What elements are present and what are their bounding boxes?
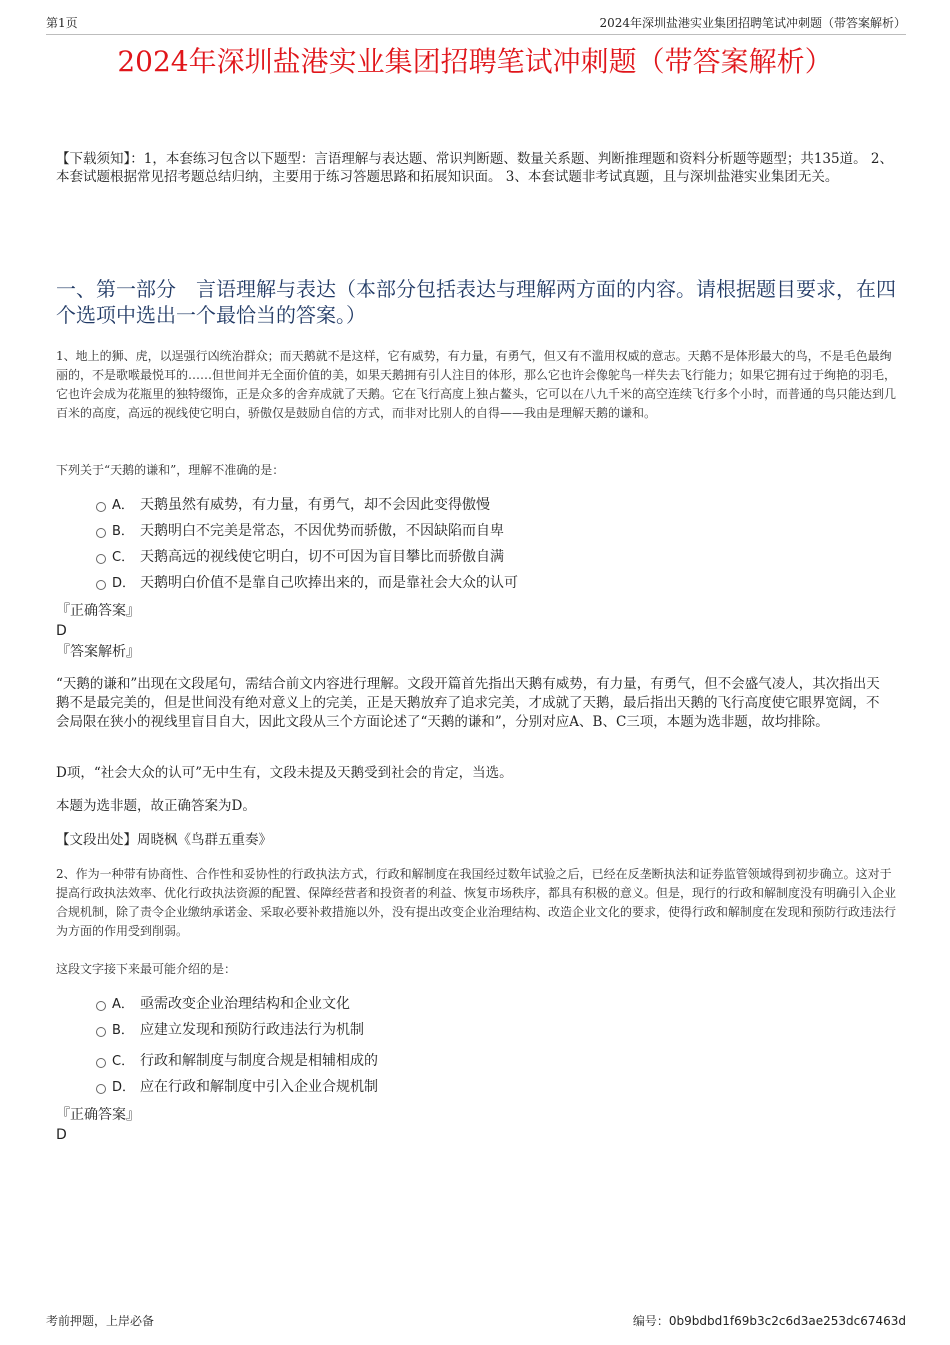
- section-heading: 一、第一部分 言语理解与表达（本部分包括表达与理解两方面的内容。请根据题目要求，在四个选项中选出一个最恰当的答案。）: [56, 277, 896, 327]
- header-doc-name: 2024年深圳盐港实业集团招聘笔试冲刺题（带答案解析）: [599, 16, 906, 30]
- question-1-source: 【文段出处】周晓枫《鸟群五重奏》: [56, 832, 272, 848]
- question-1-option-b[interactable]: B． 天鹅明白不完美是常态，不因优势而骄傲，不因缺陷而自卑: [96, 520, 504, 542]
- radio-icon[interactable]: [96, 528, 106, 538]
- question-2-option-c[interactable]: C． 行政和解制度与制度合规是相辅相成的: [96, 1050, 378, 1072]
- radio-icon[interactable]: [96, 580, 106, 590]
- question-2-option-d[interactable]: D． 应在行政和解制度中引入企业合规机制: [96, 1076, 378, 1098]
- radio-icon[interactable]: [96, 502, 106, 512]
- question-1-answer-label: 『正确答案』: [56, 603, 140, 619]
- footer-document-id: 编号：0b9bdbd1f69b3c2c6d3ae253dc67463d: [632, 1314, 906, 1328]
- document-title: 2024年深圳盐港实业集团招聘笔试冲刺题（带答案解析）: [117, 45, 833, 78]
- question-2-answer-label: 『正确答案』: [56, 1107, 140, 1123]
- question-1-option-a[interactable]: A． 天鹅虽然有威势，有力量，有勇气，却不会因此变得傲慢: [96, 494, 490, 516]
- question-2-prompt: 这段文字接下来最可能介绍的是：: [56, 962, 237, 976]
- footer-slogan: 考前押题，上岸必备: [46, 1314, 155, 1328]
- page-footer: [46, 1312, 906, 1332]
- radio-icon[interactable]: [96, 1027, 106, 1037]
- question-2-answer: D: [56, 1127, 67, 1143]
- question-2-stem: 2、作为一种带有协商性、合作性和妥协性的行政执法方式，行政和解制度在我国经过数年试验之后，已经在反垄断执法和证券监管领域得到初步确立。这对于提高行政执法效率、优化行政执法资源的配置、保障经营者和投资者的利益、恢复市场秩序，都具有积极的意义。但是，现行的行政和解制度没有明确引入企业合规机制，除了责令企业缴纳承诺金、采取必要补救措施以外，没有提出改变企业治理结构、改造企业文化的要求，使得行政和解制度在发现和预防行政违法行为方面的作用受到削弱。: [56, 867, 897, 938]
- question-1-answer: D: [56, 623, 67, 639]
- question-1-stem: 1、地上的狮、虎，以逞强行凶统治群众；而天鹅就不是这样，它有威势，有力量，有勇气，但又有不滥用权威的意志。天鹅不是体形最大的鸟，不是毛色最绚丽的，不是歌喉最悦耳的……但世间并无全面价值的美，如果天鹅拥有引人注目的体形，那么它也许会像鸵鸟一样失去飞行能力；如果它拥有过于绚艳的羽毛，它也许会成为花瓶里的独特缀饰，正是众多的舍弃成就了天鹅。它在飞行高度上独占鳌头，它可以在八九千米的高空连续飞行多个小时，而普通的鸟只能达到几百米的高度，高远的视线使它明白，骄傲仅是鼓励自信的方式，而非对比别人的自得——我由是理解天鹅的谦和。: [56, 349, 897, 420]
- question-2-option-b[interactable]: B． 应建立发现和预防行政违法行为机制: [96, 1019, 364, 1041]
- radio-icon[interactable]: [96, 1058, 106, 1068]
- question-1-analysis-para-1: “天鹅的谦和”出现在文段尾句，需结合前文内容进行理解。文段开篇首先指出天鹅有威势，有力量，有勇气，但不会盛气凌人，其次指出天鹅不是最完美的，但是世间没有绝对意义上的完美，正是天鹅放弃了追求完美，才成就了天鹅，最后指出天鹅的飞行高度使它眼界宽阔，不会局限在狭小的视线里盲目自大，因此文段从三个方面论述了“天鹅的谦和”，分别对应A、B、C三项，本题为选非题，故均排除。: [56, 676, 880, 730]
- page-number: 第1页: [46, 16, 78, 30]
- question-1-option-d[interactable]: D． 天鹅明白价值不是靠自己吹捧出来的，而是靠社会大众的认可: [96, 572, 518, 594]
- question-1-analysis-label: 『答案解析』: [56, 644, 140, 660]
- question-1-analysis-para-2: D项，“社会大众的认可”无中生有，文段未提及天鹅受到社会的肯定，当选。: [56, 765, 513, 781]
- question-1-option-c[interactable]: C． 天鹅高远的视线使它明白，切不可因为盲目攀比而骄傲自满: [96, 546, 504, 568]
- question-1-prompt: 下列关于“天鹅的谦和”，理解不准确的是：: [56, 463, 285, 477]
- question-2-option-a[interactable]: A． 亟需改变企业治理结构和企业文化: [96, 993, 350, 1015]
- radio-icon[interactable]: [96, 1001, 106, 1011]
- download-notice: 【下载须知】：1，本套练习包含以下题型：言语理解与表达题、常识判断题、数量关系题、判断推理题和资料分析题等题型；共135道。 2、本套试题根据常见招考题总结归纳，主要用于练习答题思路和拓展知识面。 3、本套试题非考试真题，且与深圳盐港实业集团无关。: [56, 151, 893, 185]
- radio-icon[interactable]: [96, 1084, 106, 1094]
- question-1-analysis-para-3: 本题为选非题，故正确答案为D。: [56, 798, 256, 814]
- page-header: [46, 14, 906, 35]
- radio-icon[interactable]: [96, 554, 106, 564]
